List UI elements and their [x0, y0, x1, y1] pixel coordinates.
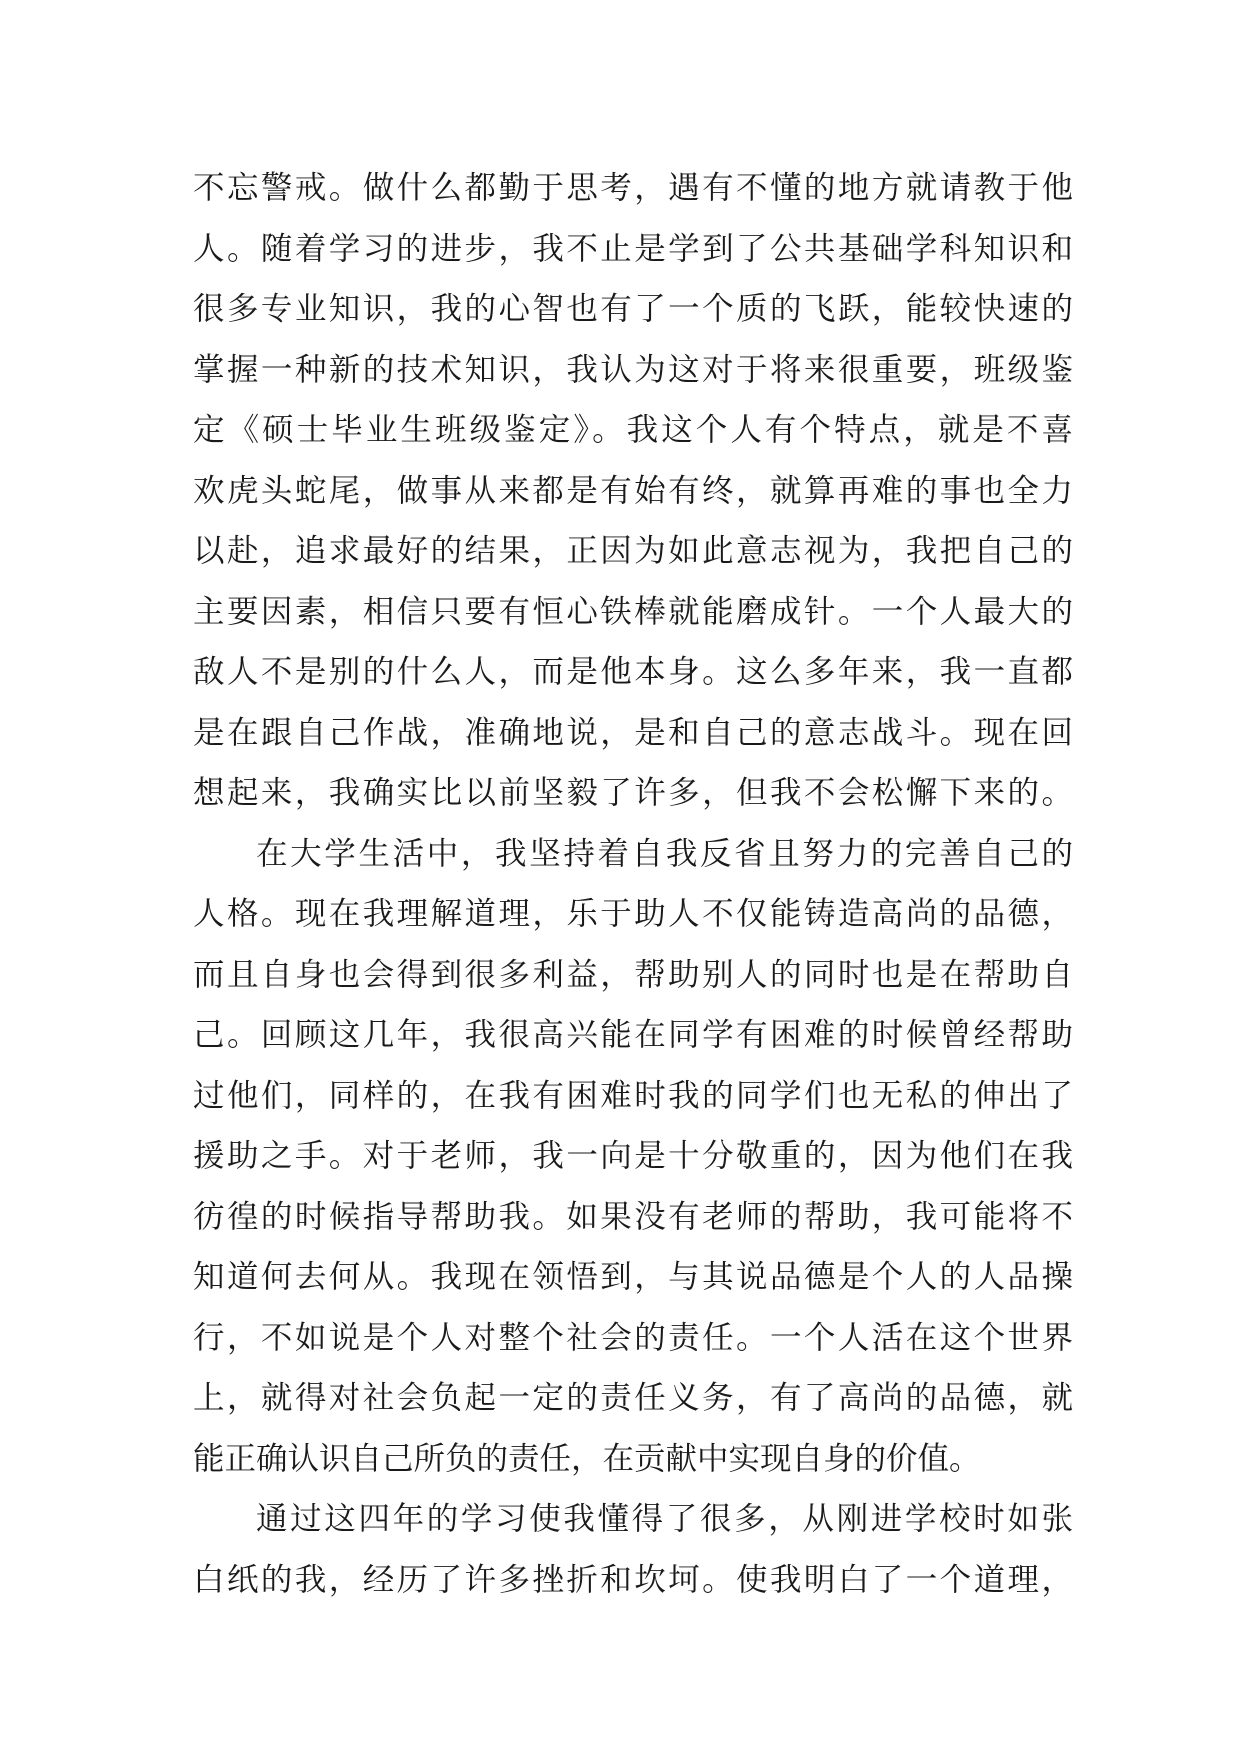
text-line: 想起来，我确实比以前坚毅了许多，但我不会松懈下来的。	[193, 775, 1073, 811]
text-line: 人。随着学习的进步，我不止是学到了公共基础学科知识和	[193, 230, 1073, 267]
text-line: 以赴，追求最好的结果，正因为如此意志视为，我把自己的	[193, 533, 1073, 569]
text-line: 过他们，同样的，在我有困难时我的同学们也无私的伸出了	[193, 1077, 1073, 1114]
text-line: 主要因素，相信只要有恒心铁棒就能磨成针。一个人最大的	[193, 593, 1073, 630]
text-line: 是在跟自己作战，准确地说，是和自己的意志战斗。现在回	[193, 714, 1073, 751]
text-line: 知道何去何从。我现在领悟到，与其说品德是个人的人品操	[193, 1259, 1073, 1295]
paragraph-3	[193, 1489, 1073, 1610]
text-line: 敌人不是别的什么人，而是他本身。这么多年来，我一直都	[193, 654, 1073, 690]
text-line: 白纸的我，经历了许多挫折和坎坷。使我明白了一个道理，	[193, 1561, 1073, 1598]
text-line: 很多专业知识，我的心智也有了一个质的飞跃，能较快速的	[193, 291, 1073, 327]
body-text	[193, 158, 1073, 1610]
text-line: 而且自身也会得到很多利益，帮助别人的同时也是在帮助自	[193, 956, 1073, 993]
text-line: 彷徨的时候指导帮助我。如果没有老师的帮助，我可能将不	[193, 1198, 1073, 1235]
text-line: 上，就得对社会负起一定的责任义务，有了高尚的品德，就	[193, 1380, 1073, 1416]
text-line: 不忘警戒。做什么都勤于思考，遇有不懂的地方就请教于他	[193, 170, 1073, 206]
text-line: 能正确认识自己所负的责任，在贡献中实现自身的价值。	[193, 1440, 981, 1477]
text-line: 定《硕士毕业生班级鉴定》。我这个人有个特点，就是不喜	[193, 412, 1073, 448]
text-line: 己。回顾这几年，我很高兴能在同学有困难的时候曾经帮助	[193, 1017, 1073, 1053]
text-line: 通过这四年的学习使我懂得了很多，从刚进学校时如张	[256, 1501, 1073, 1537]
text-line: 行，不如说是个人对整个社会的责任。一个人活在这个世界	[193, 1319, 1073, 1356]
text-line: 人格。现在我理解道理，乐于助人不仅能铸造高尚的品德，	[193, 896, 1073, 932]
text-line: 欢虎头蛇尾，做事从来都是有始有终，就算再难的事也全力	[193, 472, 1073, 509]
text-line: 在大学生活中，我坚持着自我反省且努力的完善自己的	[256, 835, 1073, 872]
text-line: 掌握一种新的技术知识，我认为这对于将来很重要，班级鉴	[193, 351, 1073, 388]
paragraph-2	[193, 824, 1073, 1490]
text-line: 援助之手。对于老师，我一向是十分敬重的，因为他们在我	[193, 1138, 1073, 1174]
paragraph-1	[193, 158, 1073, 824]
